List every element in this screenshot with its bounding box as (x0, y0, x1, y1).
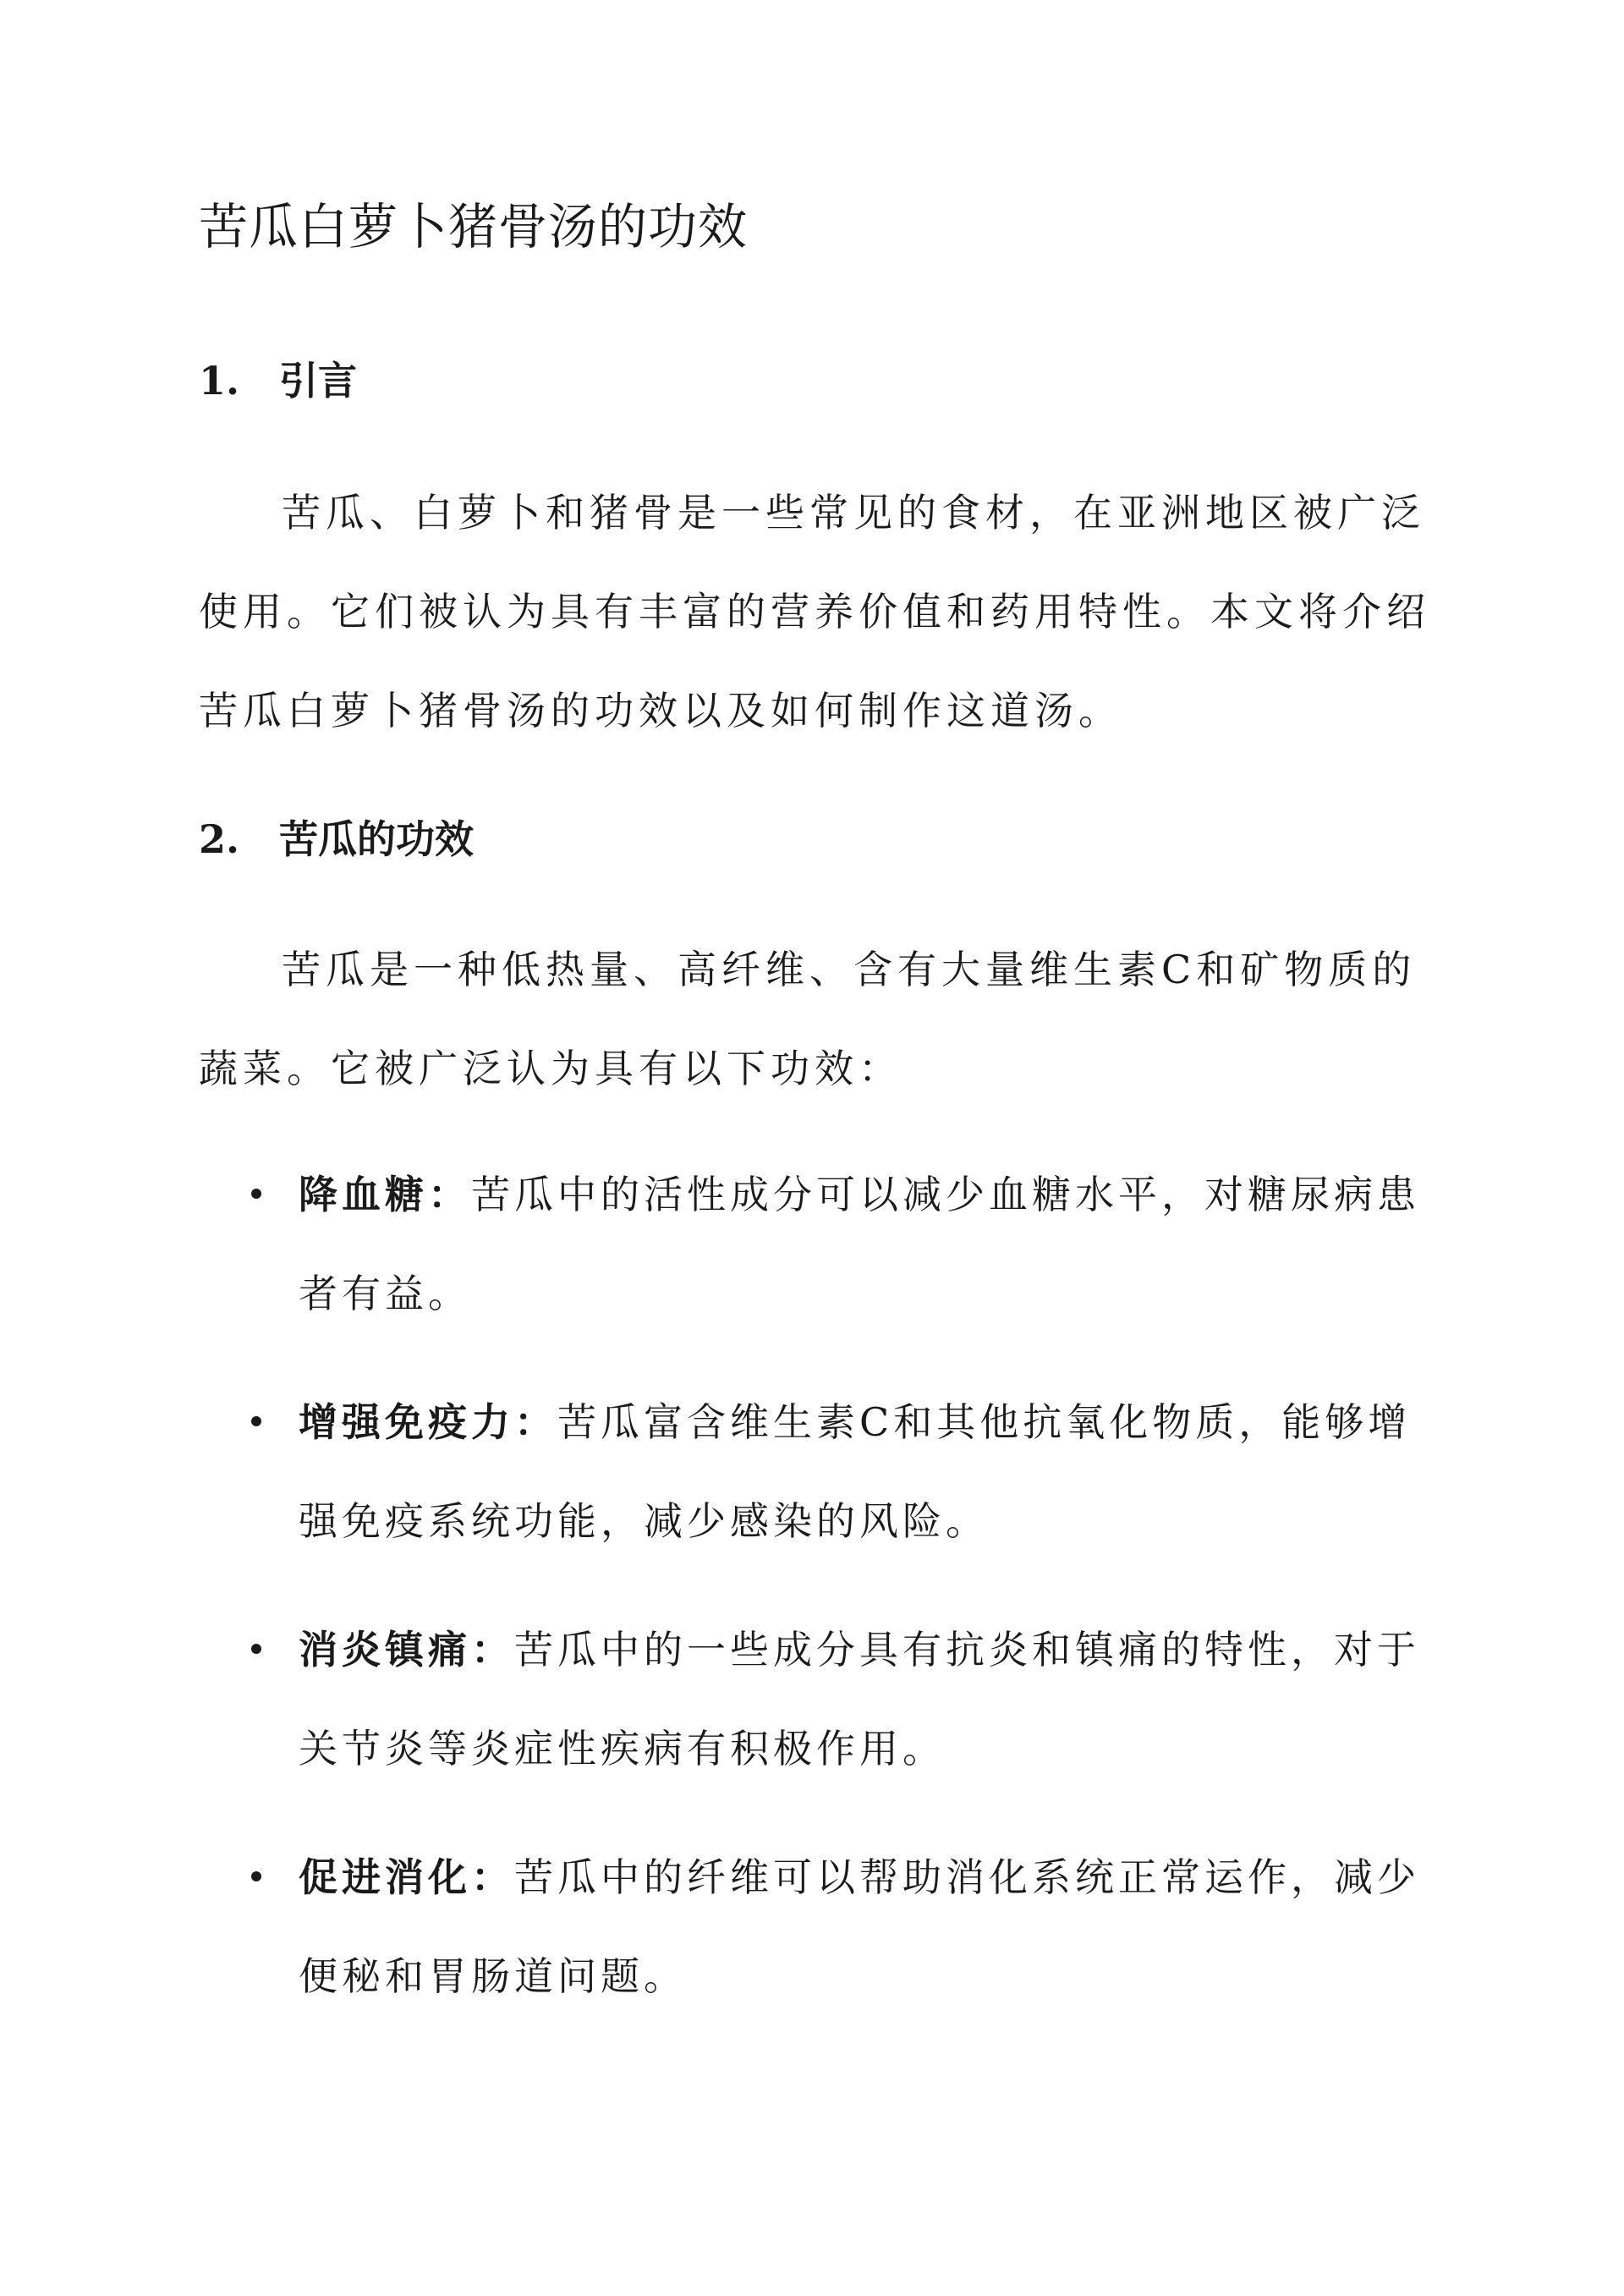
section-heading-introduction (199, 354, 357, 408)
bullet-dot-icon (251, 1416, 261, 1426)
bullet-dot-icon (251, 1644, 261, 1654)
benefit-term: 降血糖： (299, 1172, 471, 1217)
list-item (199, 1828, 1434, 2026)
list-item (199, 1145, 1434, 1343)
document-title: 苦瓜白萝卜猪骨汤的功效 (199, 198, 749, 255)
list-item (199, 1601, 1434, 1799)
section-title: 引言 (279, 358, 357, 404)
section-number: 1. (199, 358, 240, 404)
section-number: 2. (199, 816, 240, 862)
bullet-dot-icon (251, 1189, 261, 1199)
list-item (199, 1373, 1434, 1571)
benefit-text: 苦瓜富含维生素C和其他抗氧化物质，能够增强免疫系统功能，减少感染的风险。 (299, 1399, 1412, 1544)
benefit-term: 增强免疫力： (299, 1399, 557, 1445)
benefit-term: 促进消化： (299, 1854, 514, 1900)
bitter-melon-paragraph: 苦瓜是一种低热量、高纤维、含有大量维生素C和矿物质的蔬菜。它被广泛认为具有以下功效： (199, 947, 1417, 1091)
section-title: 苦瓜的功效 (279, 816, 474, 862)
benefit-text: 苦瓜中的活性成分可以减少血糖水平，对糖尿病患者有益。 (299, 1172, 1420, 1316)
benefit-text: 苦瓜中的一些成分具有抗炎和镇痛的特性，对于关节炎等炎症性疾病有积极作用。 (299, 1627, 1420, 1771)
bullet-dot-icon (251, 1871, 261, 1881)
benefit-text: 苦瓜中的纤维可以帮助消化系统正常运作，减少便秘和胃肠道问题。 (299, 1854, 1420, 1999)
introduction-paragraph: 苦瓜、白萝卜和猪骨是一些常见的食材，在亚洲地区被广泛使用。它们被认为具有丰富的营养价值和药用特性。本文将介绍苦瓜白萝卜猪骨汤的功效以及如何制作这道汤。 (199, 490, 1430, 733)
benefit-term: 消炎镇痛： (299, 1627, 514, 1673)
benefits-list (199, 1145, 1434, 2056)
section-heading-bitter-melon-benefits (199, 812, 474, 866)
